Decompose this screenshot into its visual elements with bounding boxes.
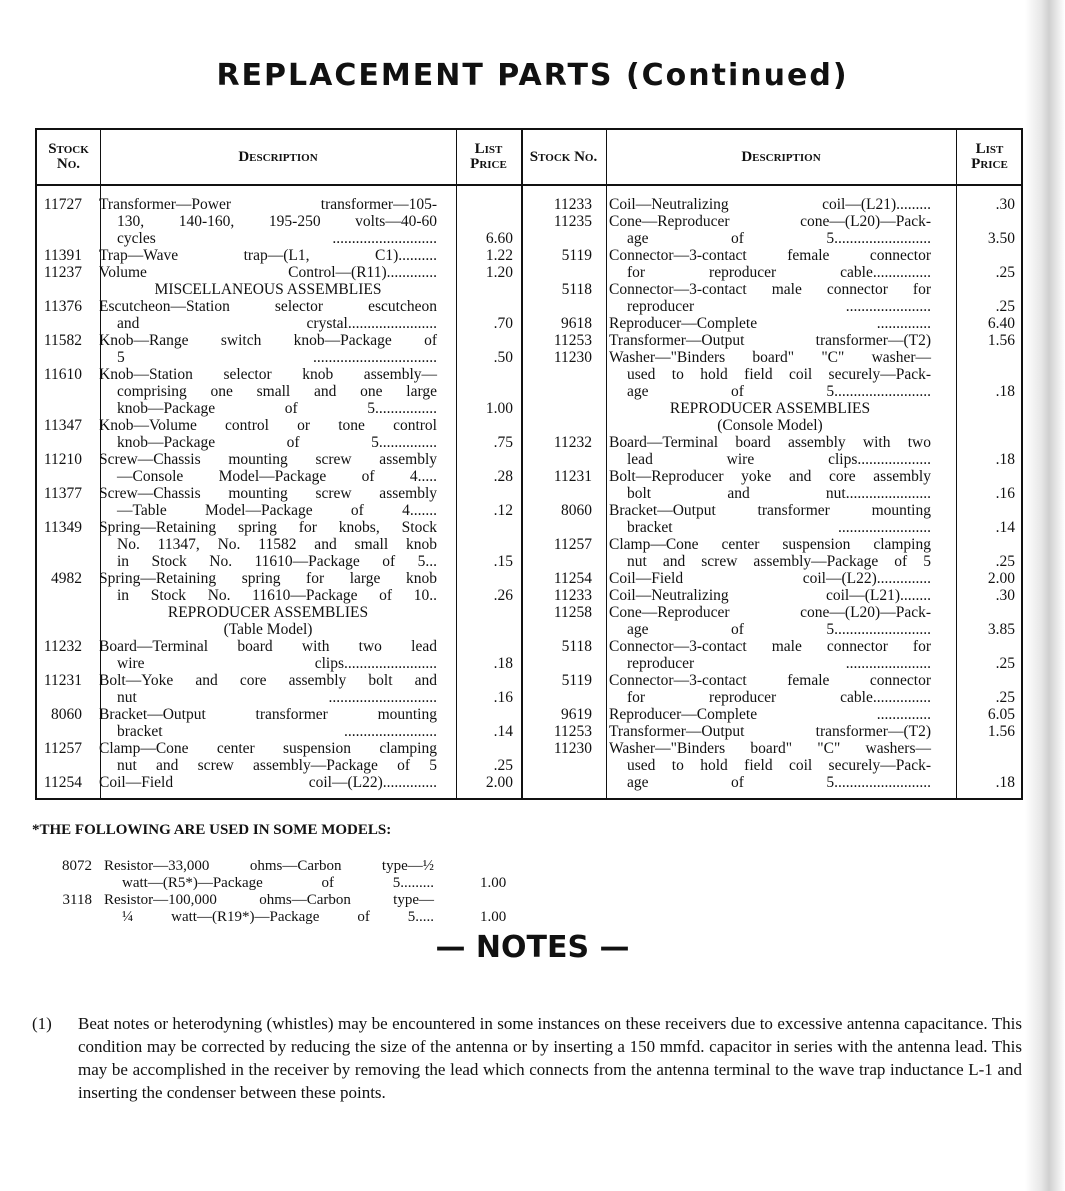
table-row (37, 196, 521, 247)
part-description (592, 723, 931, 740)
list-price: .25 (995, 553, 1015, 570)
list-price: 1.00 (480, 875, 507, 891)
header-stock: Stock No. (529, 148, 598, 165)
stock-number: 11231 (553, 468, 592, 485)
section-heading-line: (Table Model) (223, 621, 313, 638)
part-description (592, 349, 931, 400)
stock-number: 5119 (561, 247, 592, 264)
description-line: Spring—Retaining spring for large knob (99, 570, 437, 587)
description-line: comprising one small and one large (117, 383, 437, 400)
description-line: Screw—Chassis mounting screw assembly (99, 451, 437, 468)
stock-number: 9619 (561, 706, 592, 723)
description-line: reproducer ...................... (627, 298, 931, 315)
stock-number: 11230 (553, 740, 592, 757)
table-row (37, 247, 521, 264)
part-description (82, 672, 437, 706)
stock-number: 11258 (553, 604, 592, 621)
description-line: for reproducer cable............... (627, 264, 931, 281)
part-description (82, 196, 437, 247)
list-price: .70 (493, 315, 513, 332)
stock-number: 11232 (43, 638, 82, 655)
list-price: .28 (493, 468, 513, 485)
description-line: age of 5......................... (627, 383, 931, 400)
stock-number: 11254 (43, 774, 82, 791)
section-heading-line: (Console Model) (717, 417, 823, 434)
description-line: Knob—Station selector knob assembly— (99, 366, 437, 383)
list-price: .14 (493, 723, 513, 740)
part-description (592, 502, 931, 536)
description-line: Volume Control—(R11)............. (99, 264, 437, 281)
list-price: 1.00 (485, 400, 513, 417)
stock-number: 11582 (43, 332, 82, 349)
description-line: in Stock No. 11610—Package of 10.. (117, 587, 437, 604)
stock-number: 11391 (43, 247, 82, 264)
header-description: Description (238, 148, 318, 165)
description-line: Washer—"Binders board" "C" washer— (609, 349, 931, 366)
stock-number: 11233 (553, 196, 592, 213)
part-description (592, 706, 931, 723)
page-title: REPLACEMENT PARTS (Continued) (216, 58, 849, 93)
stock-number: 11257 (43, 740, 82, 757)
table-row (37, 570, 521, 604)
part-description (82, 570, 437, 604)
table-row (549, 570, 1023, 587)
description-line: cycles ........................... (117, 230, 437, 247)
stock-number: 11230 (553, 349, 592, 366)
part-description (592, 281, 931, 315)
description-line: Connector—3-contact male connector for (609, 281, 931, 298)
section-heading (99, 604, 437, 638)
description-line: Cone—Reproducer cone—(L20)—Pack- (609, 213, 931, 230)
stock-number: 11233 (553, 587, 592, 604)
stock-number: 11610 (43, 366, 82, 383)
description-line: Coil—Neutralizing coil—(L21)........ (609, 587, 931, 604)
table-row (549, 434, 1023, 468)
description-line: bracket ........................ (117, 723, 437, 740)
part-description (592, 570, 931, 587)
table-row (549, 672, 1023, 706)
left-column (37, 196, 521, 791)
description-line: for reproducer cable............... (627, 689, 931, 706)
description-line: No. 11347, No. 11582 and small knob (117, 536, 437, 553)
stock-number: 8060 (51, 706, 82, 723)
stock-number: 8072 (62, 858, 92, 874)
list-price: 3.50 (987, 230, 1015, 247)
stock-number: 11237 (43, 264, 82, 281)
list-price: .25 (995, 689, 1015, 706)
list-price: .15 (493, 553, 513, 570)
header-price: List Price (971, 141, 1008, 172)
list-price: .14 (995, 519, 1015, 536)
table-row (549, 502, 1023, 536)
description-line: Escutcheon—Station selector escutcheon (99, 298, 437, 315)
stock-number: 11347 (43, 417, 82, 434)
table-row (549, 638, 1023, 672)
description-line: 130, 140-160, 195-250 volts—40-60 (117, 213, 437, 230)
list-price: .18 (995, 774, 1015, 791)
section-heading-line: REPRODUCER ASSEMBLIES (669, 400, 871, 417)
list-price: 6.60 (485, 230, 513, 247)
table-row (37, 264, 521, 281)
section-heading (99, 281, 437, 298)
table-row (37, 366, 521, 417)
list-price: 6.40 (987, 315, 1015, 332)
part-description (592, 468, 931, 502)
part-description (82, 485, 437, 519)
description-line: Resistor—100,000 ohms—Carbon type— (104, 892, 434, 908)
list-price: .18 (995, 451, 1015, 468)
table-row (549, 604, 1023, 638)
description-line: bolt and nut...................... (627, 485, 931, 502)
part-description (82, 638, 437, 672)
stock-number: 11232 (553, 434, 592, 451)
description-line: Board—Terminal board with two lead (99, 638, 437, 655)
list-price: 1.22 (485, 247, 513, 264)
list-price: .30 (995, 587, 1015, 604)
list-price: 6.05 (987, 706, 1015, 723)
parts-table (35, 128, 1023, 800)
part-description (82, 298, 437, 332)
description-line: lead wire clips................... (627, 451, 931, 468)
notes-title: — NOTES — (435, 930, 630, 965)
description-line: Connector—3-contact female connector (609, 672, 931, 689)
description-line: Trap—Wave trap—(L1, C1).......... (99, 247, 437, 264)
table-row (37, 740, 521, 774)
stock-number: 4982 (51, 570, 82, 587)
header-stock: Stock No. (48, 141, 89, 172)
note-text: Beat notes or heterodyning (whistles) may be encountered in some instances on these receivers due to excessive antenna capacitance. This condition may be corrected by reducing the size of the antenna or by inserting a 150 mmfd. capacitor in series with the antenna lead. This may be accomplished in the receiver by removing the lead which connects from the antenna terminal to the wave trap inductance L-1 and inserting the condenser between these points. (78, 1014, 1022, 1102)
table-row (37, 638, 521, 672)
list-price: 1.56 (987, 723, 1015, 740)
section-heading-line: MISCELLANEOUS ASSEMBLIES (154, 281, 382, 298)
list-price: .26 (493, 587, 513, 604)
list-price: 1.20 (485, 264, 513, 281)
list-price: .30 (995, 196, 1015, 213)
part-description (82, 264, 437, 281)
description-line: watt—(R5*)—Package of 5......... (122, 875, 434, 891)
stock-number: 9618 (561, 315, 592, 332)
description-line: Clamp—Cone center suspension clamping (99, 740, 437, 757)
header-description: Description (741, 148, 821, 165)
stock-number: 11231 (43, 672, 82, 689)
list-price: .25 (995, 298, 1015, 315)
part-description (592, 672, 931, 706)
table-row (37, 672, 521, 706)
stock-number: 11376 (43, 298, 82, 315)
table-row (549, 213, 1023, 247)
stock-number: 11257 (553, 536, 592, 553)
description-line: nut and screw assembly—Package of 5 (117, 757, 437, 774)
stock-number: 11235 (553, 213, 592, 230)
list-price: 1.00 (480, 909, 507, 925)
section-heading (609, 400, 931, 434)
part-description (82, 774, 437, 791)
stock-number: 3118 (62, 892, 92, 908)
description-line: Bracket—Output transformer mounting (609, 502, 931, 519)
part-description (82, 519, 437, 570)
description-line: Connector—3-contact male connector for (609, 638, 931, 655)
description-line: Coil—Field coil—(L22).............. (99, 774, 437, 791)
table-row (549, 349, 1023, 400)
list-price: .18 (995, 383, 1015, 400)
list-price: .75 (493, 434, 513, 451)
description-line: Washer—"Binders board" "C" washers— (609, 740, 931, 757)
description-line: Bracket—Output transformer mounting (99, 706, 437, 723)
torn-page-edge (1025, 0, 1065, 1191)
list-price: 2.00 (485, 774, 513, 791)
stock-number: 11253 (553, 723, 592, 740)
description-line: Bolt—Reproducer yoke and core assembly (609, 468, 931, 485)
stock-number: 11377 (43, 485, 82, 502)
list-price: .16 (493, 689, 513, 706)
description-line: in Stock No. 11610—Package of 5... (117, 553, 437, 570)
table-row (549, 740, 1023, 791)
table-row (37, 774, 521, 791)
description-line: Bolt—Yoke and core assembly bolt and (99, 672, 437, 689)
description-line: Transformer—Output transformer—(T2) (609, 332, 931, 349)
part-description (592, 740, 931, 791)
description-line: knob—Package of 5................ (117, 400, 437, 417)
description-line: Transformer—Power transformer—105- (99, 196, 437, 213)
stock-number: 5118 (561, 638, 592, 655)
note-item (32, 1012, 1022, 1104)
description-line: Clamp—Cone center suspension clamping (609, 536, 931, 553)
part-description (592, 196, 931, 213)
right-column (549, 196, 1023, 791)
table-row (37, 332, 521, 366)
part-description (82, 451, 437, 485)
table-row (549, 723, 1023, 740)
list-price: .16 (995, 485, 1015, 502)
part-description (592, 638, 931, 672)
description-line: age of 5......................... (627, 621, 931, 638)
stock-number: 11349 (43, 519, 82, 536)
table-row (549, 706, 1023, 723)
description-line: Coil—Neutralizing coil—(L21)......... (609, 196, 931, 213)
table-row (549, 315, 1023, 332)
description-line: Board—Terminal board assembly with two (609, 434, 931, 451)
description-line: Screw—Chassis mounting screw assembly (99, 485, 437, 502)
table-row (549, 332, 1023, 349)
description-line: used to hold field coil securely—Pack- (627, 366, 931, 383)
part-description (104, 858, 434, 892)
description-line: Spring—Retaining spring for knobs, Stock (99, 519, 437, 536)
description-line: Resistor—33,000 ohms—Carbon type—½ (104, 858, 434, 874)
part-description (82, 417, 437, 451)
part-description (592, 213, 931, 247)
description-line: reproducer ...................... (627, 655, 931, 672)
table-row (549, 468, 1023, 502)
description-line: ¼ watt—(R19*)—Package of 5..... (122, 909, 434, 925)
description-line: Cone—Reproducer cone—(L20)—Pack- (609, 604, 931, 621)
table-row (549, 281, 1023, 315)
list-price: 3.85 (987, 621, 1015, 638)
stock-number: 11253 (553, 332, 592, 349)
header-price: List Price (470, 141, 507, 172)
note-number: (1) (32, 1014, 52, 1033)
table-row (549, 247, 1023, 281)
part-description (82, 740, 437, 774)
list-price: 1.56 (987, 332, 1015, 349)
description-line: Coil—Field coil—(L22).............. (609, 570, 931, 587)
list-price: .25 (493, 757, 513, 774)
description-line: knob—Package of 5............... (117, 434, 437, 451)
part-description (82, 247, 437, 264)
part-description (592, 332, 931, 349)
list-price: 2.00 (987, 570, 1015, 587)
table-row (37, 417, 521, 451)
list-price: .25 (995, 655, 1015, 672)
stock-number: 11210 (43, 451, 82, 468)
part-description (592, 587, 931, 604)
description-line: Knob—Volume control or tone control (99, 417, 437, 434)
stock-number: 8060 (561, 502, 592, 519)
stock-number: 11254 (553, 570, 592, 587)
description-line: and crystal....................... (117, 315, 437, 332)
description-line: used to hold field coil securely—Pack- (627, 757, 931, 774)
description-line: wire clips........................ (117, 655, 437, 672)
part-description (592, 434, 931, 468)
stock-number: 5119 (561, 672, 592, 689)
part-description (82, 366, 437, 417)
description-line: Connector—3-contact female connector (609, 247, 931, 264)
table-row (37, 519, 521, 570)
part-description (592, 536, 931, 570)
table-row (549, 587, 1023, 604)
list-price: .25 (995, 264, 1015, 281)
part-description (104, 892, 434, 926)
description-line: bracket ........................ (627, 519, 931, 536)
description-line: nut ............................ (117, 689, 437, 706)
part-description (82, 332, 437, 366)
part-description (592, 247, 931, 281)
description-line: Reproducer—Complete .............. (609, 315, 931, 332)
stock-number: 5118 (561, 281, 592, 298)
table-row (37, 485, 521, 519)
section-heading-line: REPRODUCER ASSEMBLIES (167, 604, 369, 621)
table-row (37, 706, 521, 740)
part-description (592, 604, 931, 638)
table-row (37, 298, 521, 332)
list-price: .18 (493, 655, 513, 672)
description-line: Reproducer—Complete .............. (609, 706, 931, 723)
description-line: 5 ................................ (117, 349, 437, 366)
table-row (549, 536, 1023, 570)
description-line: —Console Model—Package of 4..... (117, 468, 437, 485)
description-line: nut and screw assembly—Package of 5 (627, 553, 931, 570)
stock-number: 11727 (43, 196, 82, 213)
description-line: age of 5......................... (627, 230, 931, 247)
part-description (82, 706, 437, 740)
list-price: .50 (493, 349, 513, 366)
part-description (592, 315, 931, 332)
description-line: Transformer—Output transformer—(T2) (609, 723, 931, 740)
optional-parts-heading: *THE FOLLOWING ARE USED IN SOME MODELS: (32, 822, 392, 838)
list-price: .12 (493, 502, 513, 519)
description-line: Knob—Range switch knob—Package of (99, 332, 437, 349)
description-line: age of 5......................... (627, 774, 931, 791)
description-line: —Table Model—Package of 4....... (117, 502, 437, 519)
table-row (549, 196, 1023, 213)
table-row (37, 451, 521, 485)
